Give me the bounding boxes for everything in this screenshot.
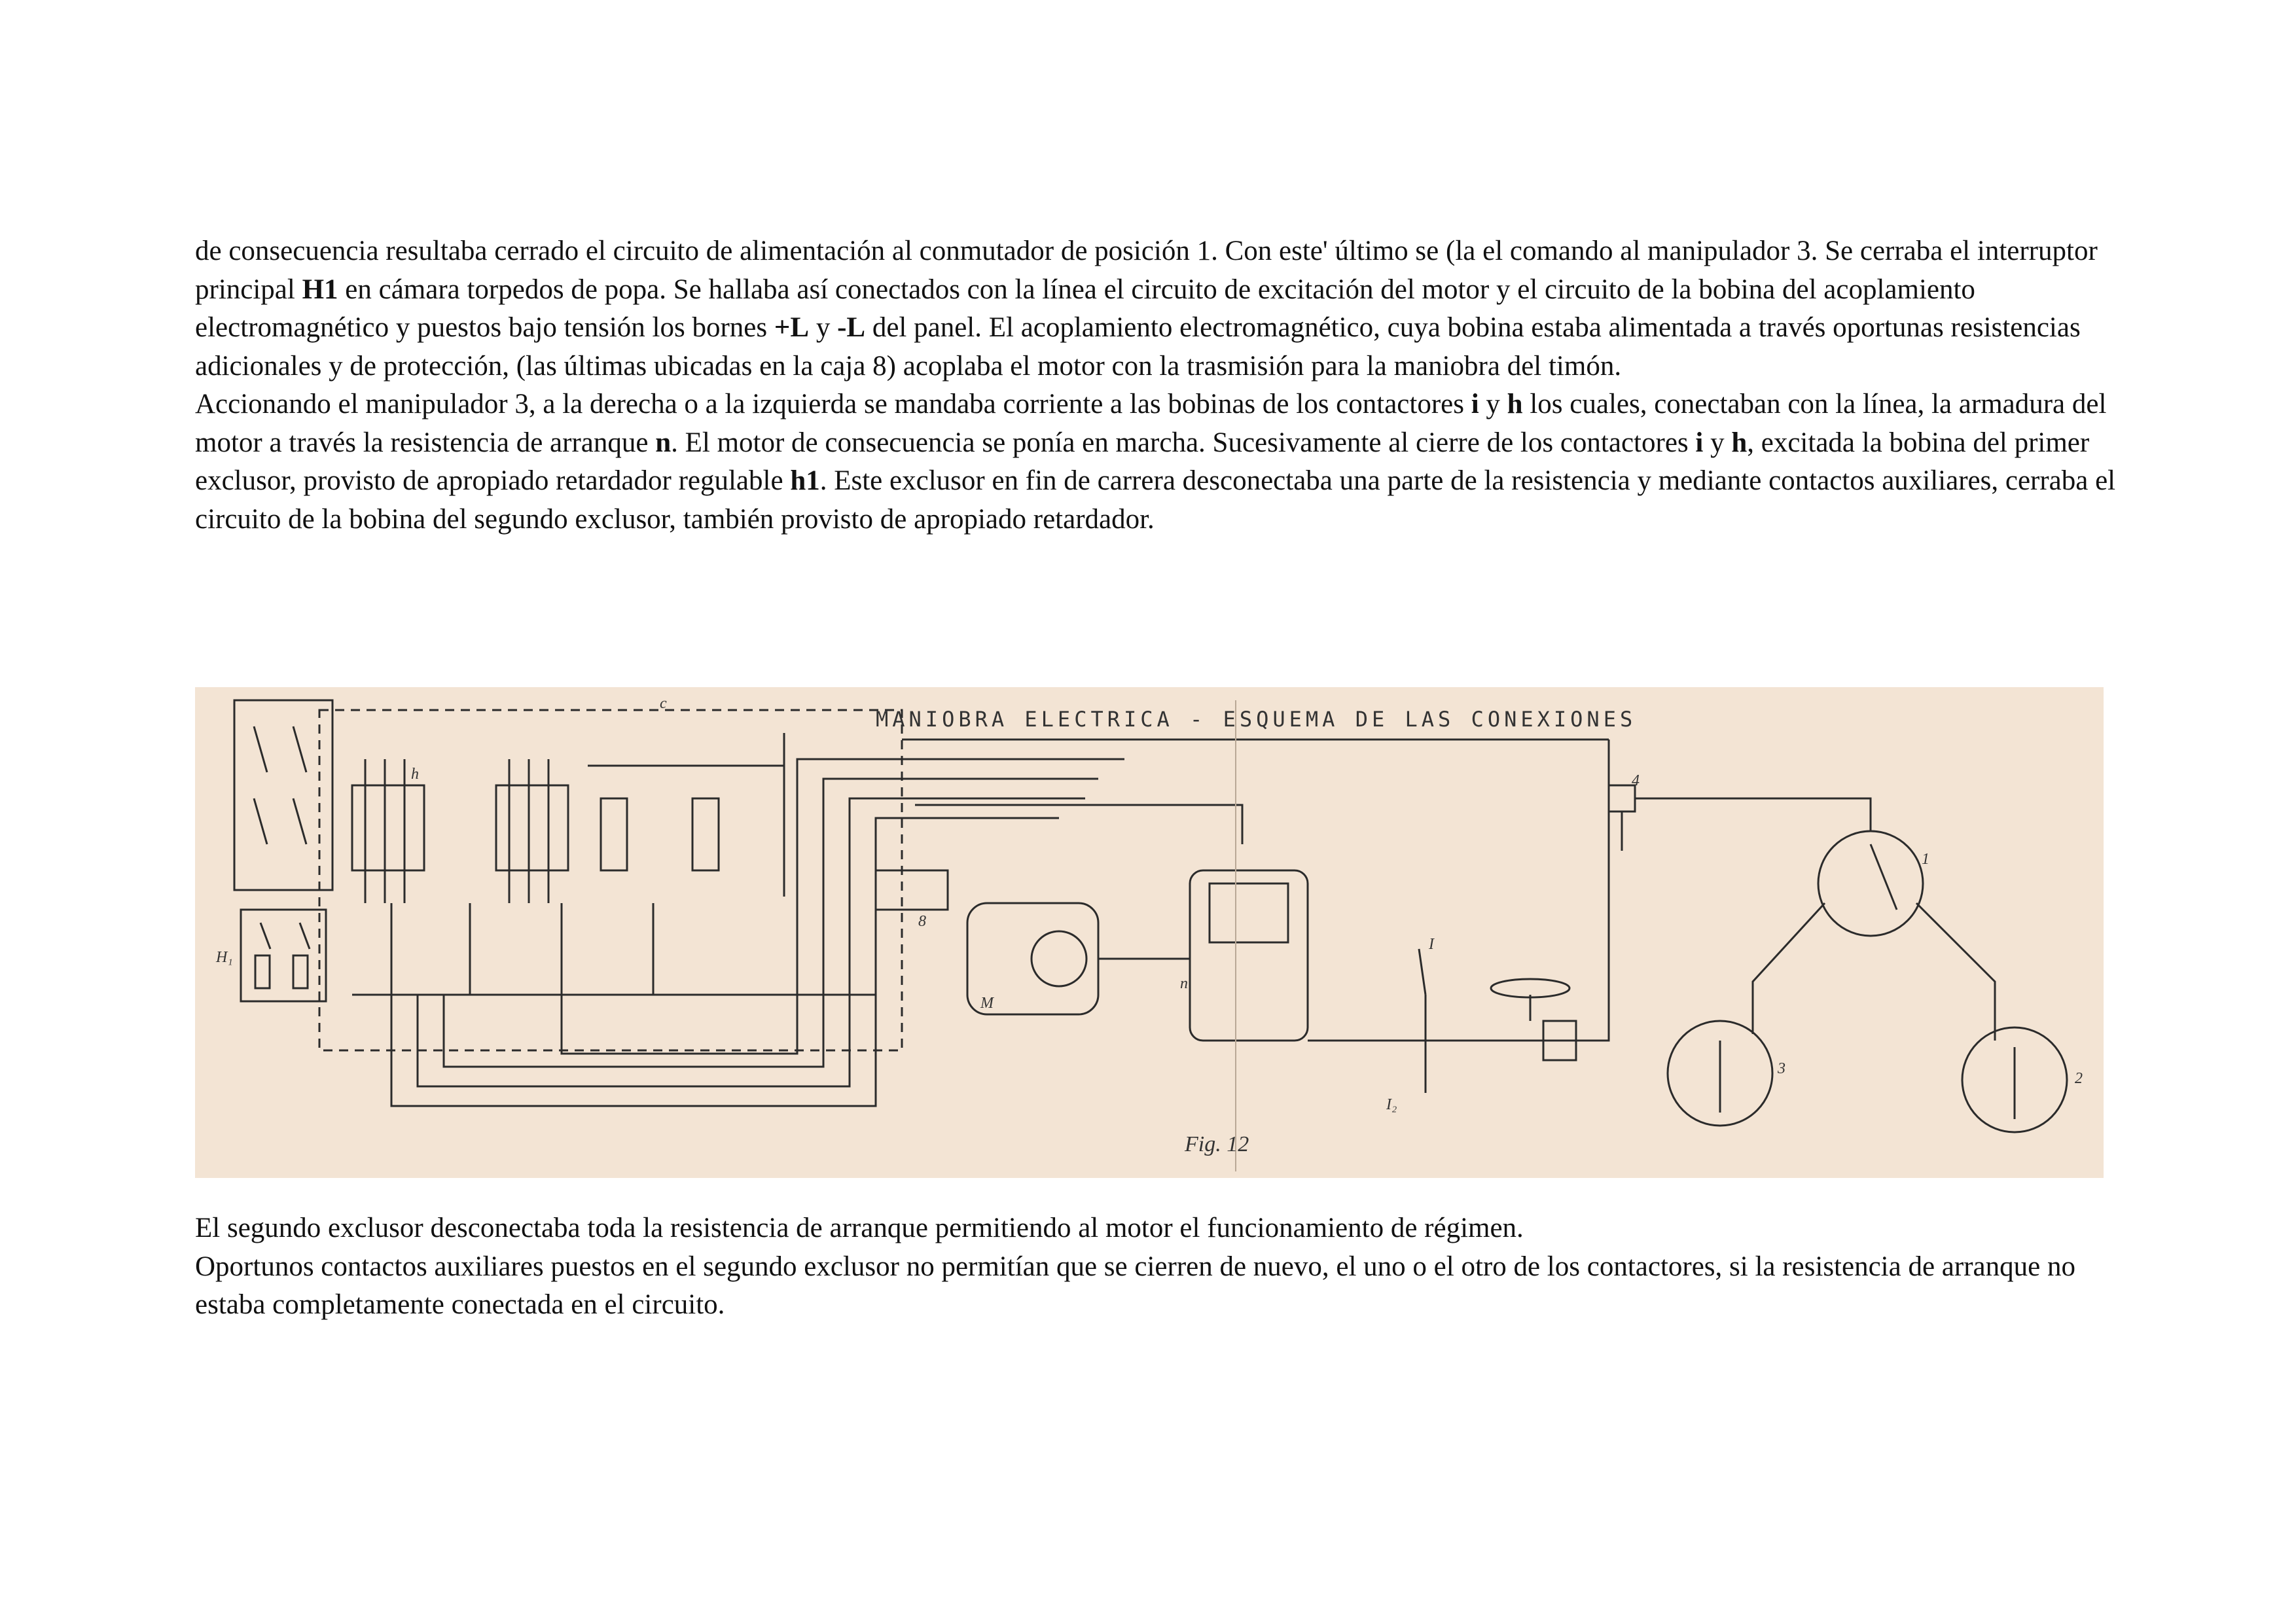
wiring-diagram-figure	[195, 687, 2104, 1178]
wiring-diagram-drawing	[195, 687, 2104, 1178]
paragraph-1: de consecuencia resultaba cerrado el circuito de alimentación al conmutador de posición 1. Con este' último se (la el comando al manipulador 3. Se cerraba el interruptor principal H1 en cámara torpedos de popa. Se hallaba así conectados con la línea el circuito de excitación del motor y el circuito de la bobina del acoplamiento electromagnético y puestos bajo tensión los bornes +L y -L del panel. El acoplamiento electromagnético, cuya bobina estaba alimentada a través oportunas resistencias adicionales y de protección, (las últimas ubicadas en la caja 8) acoplaba el motor con la trasmisión para la maniobra del timón.	[195, 236, 2098, 382]
label-i2: I₂	[1386, 1096, 1397, 1113]
top-text-block	[195, 232, 2119, 539]
resistance-box-8	[876, 870, 948, 910]
electromagnetic-coupling	[1190, 870, 1308, 1041]
figure-title: MANIOBRA ELECTRICA - ESQUEMA DE LAS CONEXIONES	[876, 707, 1637, 732]
label-1: 1	[1922, 851, 1929, 868]
label-i: I	[1429, 936, 1434, 953]
label-c: c	[660, 695, 667, 712]
switch-h1-box	[241, 910, 326, 1001]
figure-caption: Fig. 12	[1185, 1132, 1249, 1156]
label-h1: H₁	[216, 949, 233, 966]
paragraph-4: Oportunos contactos auxiliares puestos en el segundo exclusor no permitían que se cierren de nuevo, el uno o el otro de los contactores, si la resistencia de arranque no estaba completamente conectada en el circuito.	[195, 1251, 2075, 1320]
paragraph-3: El segundo exclusor desconectaba toda la resistencia de arranque permitiendo al motor el funcionamiento de régimen.	[195, 1213, 1524, 1243]
label-8: 8	[918, 913, 926, 930]
label-4: 4	[1632, 772, 1640, 789]
paragraph-2: Accionando el manipulador 3, a la derecha o a la izquierda se mandaba corriente a las bobinas de los contactores i y h los cuales, conectaban con la línea, la armadura del motor a través la resistencia de arranque n. El motor de consecuencia se ponía en marcha. Sucesivamente al cierre de los contactores i y h, excitada la bobina del primer exclusor, provisto de apropiado retardador regulable h1. Este exclusor en fin de carrera desconectaba una parte de la resistencia y mediante contactos auxiliares, cerraba el circuito de la bobina del segundo exclusor, también provisto de apropiado retardador.	[195, 389, 2116, 535]
junction-4	[1609, 785, 1635, 812]
bottom-text-block	[195, 1209, 2119, 1325]
label-2: 2	[2075, 1070, 2083, 1087]
label-h: h	[411, 766, 419, 783]
main-switch-box	[234, 700, 332, 890]
panel-c-dashed	[319, 710, 902, 1050]
label-m: M	[980, 995, 994, 1012]
label-3: 3	[1778, 1060, 1785, 1077]
label-n: n	[1180, 975, 1188, 992]
